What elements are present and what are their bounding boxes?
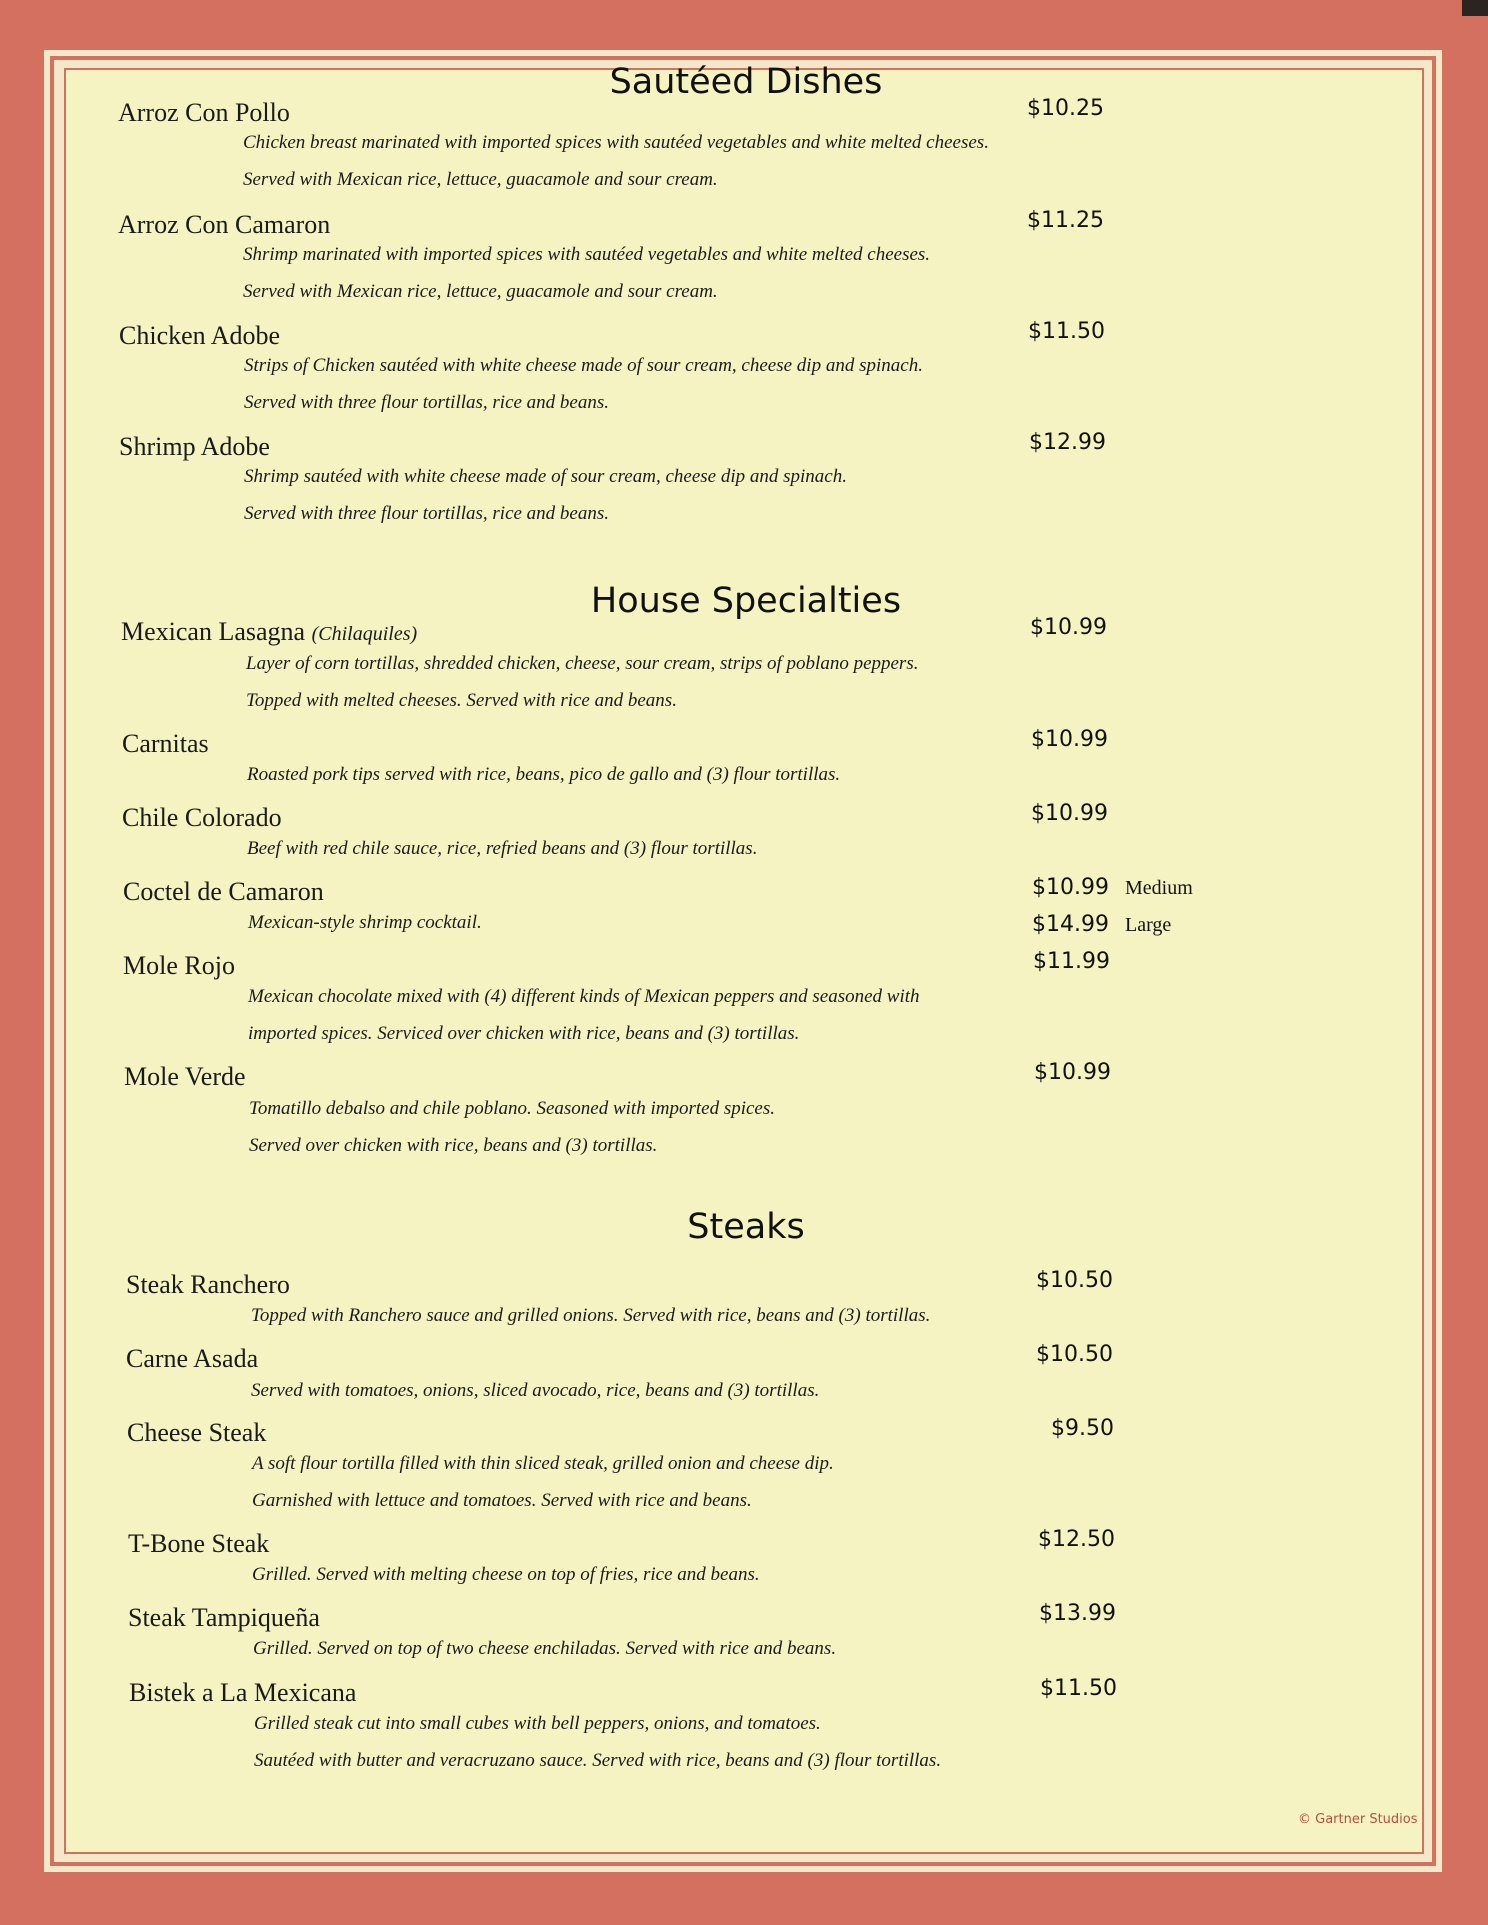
dish-description: Served with Mexican rice, lettuce, guacamole and sour cream. xyxy=(243,169,718,190)
dish-name xyxy=(126,1270,290,1300)
dish-name xyxy=(118,98,290,128)
dish-description: Chicken breast marinated with imported spices with sautéed vegetables and white melted cheeses. xyxy=(243,132,989,153)
dish-name xyxy=(129,1678,356,1708)
copyright-credit: © Gartner Studios xyxy=(1298,1812,1418,1827)
dish-description: Served with three flour tortillas, rice and beans. xyxy=(244,503,610,524)
dish-name-text: Coctel de Camaron xyxy=(123,877,324,906)
dish-description: A soft flour tortilla filled with thin sliced steak, grilled onion and cheese dip. xyxy=(252,1453,834,1474)
dish-description: Beef with red chile sauce, rice, refried beans and (3) flour tortillas. xyxy=(247,838,758,859)
dish-price: $12.50 xyxy=(1038,1527,1115,1552)
dish-name xyxy=(121,617,417,647)
dish-description: Shrimp marinated with imported spices with sautéed vegetables and white melted cheeses. xyxy=(243,244,931,265)
dish-name-text: Mole Verde xyxy=(124,1062,246,1091)
dish-name xyxy=(118,210,330,240)
dish-price-large: $14.99 xyxy=(1032,912,1109,937)
dish-name-text: Chicken Adobe xyxy=(119,321,281,350)
dish-description: Served with Mexican rice, lettuce, guacamole and sour cream. xyxy=(243,281,718,302)
dish-subname: (Chilaquiles) xyxy=(311,623,418,645)
dish-name-text: T-Bone Steak xyxy=(128,1529,270,1558)
dish-name-text: Shrimp Adobe xyxy=(119,432,270,461)
dish-name-text: Arroz Con Pollo xyxy=(118,98,290,127)
dish-name xyxy=(119,321,280,351)
dish-description: Garnished with lettuce and tomatoes. Served with rice and beans. xyxy=(252,1490,752,1511)
dish-description: Sautéed with butter and veracruzano sauce. Served with rice, beans and (3) flour tortillas. xyxy=(254,1750,942,1771)
dish-description: Roasted pork tips served with rice, beans, pico de gallo and (3) flour tortillas. xyxy=(247,764,841,785)
dish-price: $10.50 xyxy=(1036,1268,1113,1293)
dish-price: $10.25 xyxy=(1027,96,1104,121)
dish-price: $10.99 xyxy=(1030,615,1107,640)
dish-name xyxy=(123,877,324,907)
dish-name-text: Mole Rojo xyxy=(123,951,235,980)
dish-description: Layer of corn tortillas, shredded chicken, cheese, sour cream, strips of poblano peppers. xyxy=(246,653,919,674)
dish-price: $11.50 xyxy=(1040,1676,1117,1701)
section-title: House Specialties xyxy=(590,581,902,621)
dish-name-text: Bistek a La Mexicana xyxy=(129,1678,357,1707)
dish-name xyxy=(124,1062,246,1092)
dish-name-text: Chile Colorado xyxy=(122,803,282,832)
dish-price: $10.99 xyxy=(1031,727,1108,752)
dish-price: $11.25 xyxy=(1027,208,1104,233)
dish-name xyxy=(128,1603,320,1633)
dish-description: Strips of Chicken sautéed with white cheese made of sour cream, cheese dip and spinach. xyxy=(244,355,923,376)
dish-price: $9.50 xyxy=(1051,1416,1114,1441)
dish-name-text: Arroz Con Camaron xyxy=(118,210,331,239)
dish-price: $11.99 xyxy=(1033,949,1110,974)
section-title: Sautéed Dishes xyxy=(609,62,883,102)
dish-price: $13.99 xyxy=(1039,1601,1116,1626)
dish-name xyxy=(128,1529,269,1559)
size-label: Large xyxy=(1125,914,1172,936)
menu-page xyxy=(64,62,1424,1854)
dish-name-text: Steak Ranchero xyxy=(126,1270,290,1299)
section-title: Steaks xyxy=(687,1207,805,1247)
dish-name-text: Mexican Lasagna xyxy=(121,617,306,646)
dish-description: Mexican-style shrimp cocktail. xyxy=(248,912,482,933)
dish-name-text: Cheese Steak xyxy=(127,1418,267,1447)
dish-name-text: Carnitas xyxy=(122,729,209,758)
dish-description: Served with three flour tortillas, rice and beans. xyxy=(244,392,610,413)
dish-price: $10.99 xyxy=(1032,875,1109,900)
dish-price: $11.50 xyxy=(1028,319,1105,344)
dish-name xyxy=(123,951,235,981)
scan-edge xyxy=(1462,0,1488,16)
dish-description: Served over chicken with rice, beans and (3) tortillas. xyxy=(249,1135,658,1156)
size-label: Medium xyxy=(1125,877,1193,899)
dish-price: $10.50 xyxy=(1036,1342,1113,1367)
dish-description: Shrimp sautéed with white cheese made of sour cream, cheese dip and spinach. xyxy=(244,466,847,487)
dish-description: Grilled steak cut into small cubes with bell peppers, onions, and tomatoes. xyxy=(254,1713,821,1734)
dish-description: Topped with melted cheeses. Served with rice and beans. xyxy=(246,690,677,711)
dish-description: Served with tomatoes, onions, sliced avocado, rice, beans and (3) tortillas. xyxy=(251,1380,820,1401)
dish-description: Tomatillo debalso and chile poblano. Seasoned with imported spices. xyxy=(249,1098,775,1119)
dish-description: Grilled. Served with melting cheese on top of fries, rice and beans. xyxy=(252,1564,760,1585)
dish-description: Topped with Ranchero sauce and grilled onions. Served with rice, beans and (3) tortillas. xyxy=(251,1305,931,1326)
dish-description: Grilled. Served on top of two cheese enchiladas. Served with rice and beans. xyxy=(253,1638,837,1659)
dish-name xyxy=(119,432,270,462)
dish-name xyxy=(122,729,209,759)
dish-description: imported spices. Serviced over chicken with rice, beans and (3) tortillas. xyxy=(248,1023,800,1044)
dish-description: Mexican chocolate mixed with (4) different kinds of Mexican peppers and seasoned with xyxy=(248,986,920,1007)
dish-name xyxy=(122,803,282,833)
dish-name-text: Steak Tampiqueña xyxy=(128,1603,320,1632)
dish-price: $10.99 xyxy=(1031,801,1108,826)
dish-price: $10.99 xyxy=(1034,1060,1111,1085)
dish-name-text: Carne Asada xyxy=(126,1344,259,1373)
dish-price: $12.99 xyxy=(1029,430,1106,455)
dish-name xyxy=(127,1418,266,1448)
dish-name xyxy=(126,1344,258,1374)
